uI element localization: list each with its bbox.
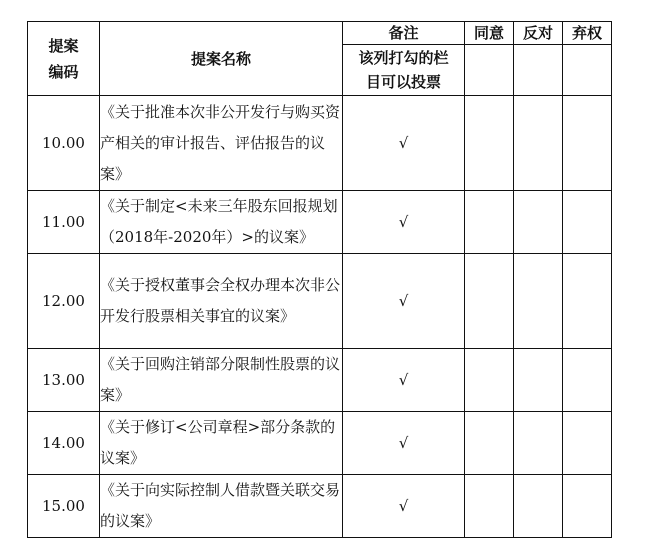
oppose-cell[interactable]: [514, 254, 563, 349]
table-row: [28, 96, 612, 191]
checkmark: √: [343, 254, 465, 349]
abstain-cell[interactable]: [563, 349, 612, 412]
proposal-code: 15.00: [28, 475, 100, 538]
header-proposal-code: [28, 22, 100, 96]
header-note-sub-line2: 目可以投票: [365, 73, 441, 91]
header-note: 备注: [343, 22, 465, 45]
abstain-cell[interactable]: [563, 254, 612, 349]
header-proposal-name: 提案名称: [100, 22, 343, 96]
proposal-name: 《关于授权董事会全权办理本次非公开发行股票相关事宜的议案》: [100, 254, 343, 349]
agree-cell[interactable]: [465, 349, 514, 412]
header-abstain-blank: [563, 45, 612, 96]
proposal-code: 10.00: [28, 96, 100, 191]
checkmark: √: [343, 475, 465, 538]
proposal-name: 《关于向实际控制人借款暨关联交易的议案》: [100, 475, 343, 538]
agree-cell[interactable]: [465, 475, 514, 538]
proposal-name: 《关于制定<未来三年股东回报规划（2018年-2020年）>的议案》: [100, 191, 343, 254]
abstain-cell[interactable]: [563, 96, 612, 191]
proposal-code: 14.00: [28, 412, 100, 475]
oppose-cell[interactable]: [514, 349, 563, 412]
checkmark: √: [343, 191, 465, 254]
header-note-sub: [343, 45, 465, 96]
header-code-line2: 编码: [48, 62, 79, 81]
proposal-code: 11.00: [28, 191, 100, 254]
header-code-line1: 提案: [48, 36, 79, 55]
agree-cell[interactable]: [465, 412, 514, 475]
proposal-code: 12.00: [28, 254, 100, 349]
proposal-name: 《关于批准本次非公开发行与购买资产相关的审计报告、评估报告的议案》: [100, 96, 343, 191]
oppose-cell[interactable]: [514, 96, 563, 191]
checkmark: √: [343, 96, 465, 191]
agree-cell[interactable]: [465, 96, 514, 191]
proposal-code: 13.00: [28, 349, 100, 412]
oppose-cell[interactable]: [514, 475, 563, 538]
header-abstain: 弃权: [563, 22, 612, 45]
table-row: [28, 412, 612, 475]
table-row: [28, 191, 612, 254]
checkmark: √: [343, 412, 465, 475]
header-agree-blank: [465, 45, 514, 96]
header-oppose: 反对: [514, 22, 563, 45]
header-agree: 同意: [465, 22, 514, 45]
abstain-cell[interactable]: [563, 191, 612, 254]
header-note-sub-line1: 该列打勾的栏: [358, 49, 449, 67]
oppose-cell[interactable]: [514, 191, 563, 254]
table-row: [28, 349, 612, 412]
header-oppose-blank: [514, 45, 563, 96]
abstain-cell[interactable]: [563, 412, 612, 475]
table-row: [28, 254, 612, 349]
table-row: [28, 475, 612, 538]
checkmark: √: [343, 349, 465, 412]
proposal-name: 《关于修订<公司章程>部分条款的议案》: [100, 412, 343, 475]
agree-cell[interactable]: [465, 191, 514, 254]
agree-cell[interactable]: [465, 254, 514, 349]
proposal-table: [27, 21, 612, 538]
abstain-cell[interactable]: [563, 475, 612, 538]
proposal-name: 《关于回购注销部分限制性股票的议案》: [100, 349, 343, 412]
oppose-cell[interactable]: [514, 412, 563, 475]
